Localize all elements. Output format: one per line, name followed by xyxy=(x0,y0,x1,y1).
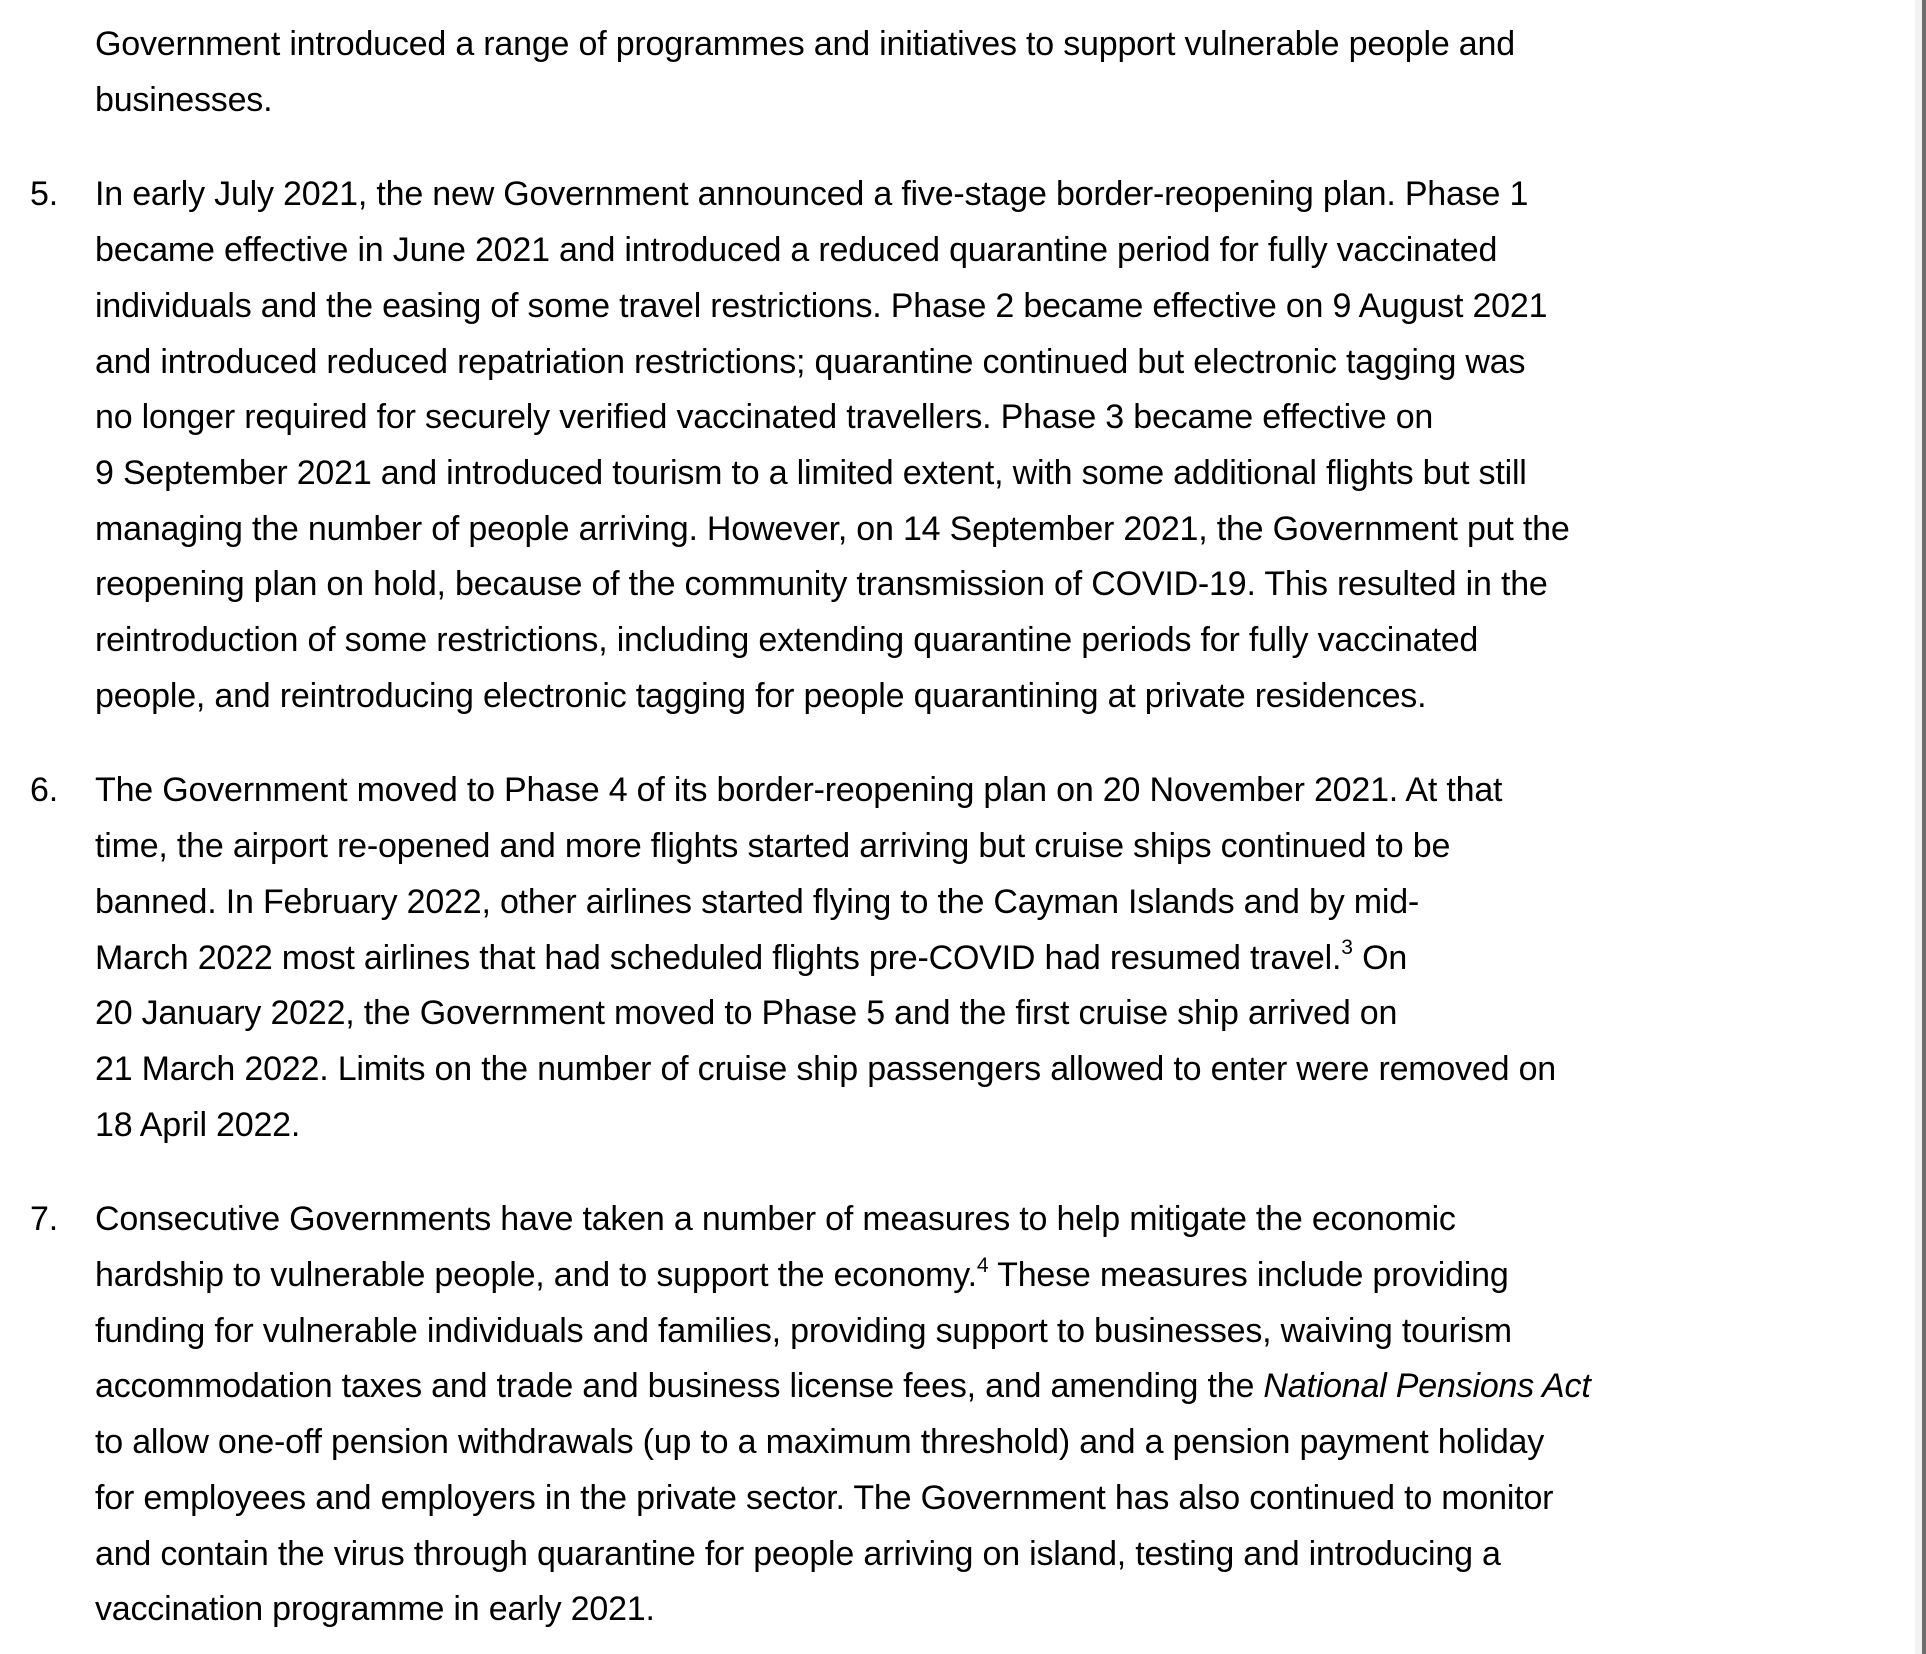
text-line: The Government moved to Phase 4 of its border-reopening plan on 20 November 2021. At that xyxy=(95,771,1503,810)
emphasized-text: National Pensions Act xyxy=(1263,1367,1591,1406)
page-right-border xyxy=(1922,0,1926,1654)
text-line: Government introduced a range of programmes and initiatives to support vulnerable people and xyxy=(95,25,1515,63)
text-line: managing the number of people arriving. However, on 14 September 2021, the Government put the xyxy=(95,509,1570,548)
text-line: funding for vulnerable individuals and families, providing support to businesses, waiving tourism xyxy=(95,1311,1512,1350)
text-line: individuals and the easing of some travel restrictions. Phase 2 became effective on 9 August 2021 xyxy=(95,286,1548,325)
text-line: vaccination programme in early 2021. xyxy=(95,1590,655,1629)
text-line: for employees and employers in the private sector. The Government has also continued to monitor xyxy=(95,1478,1554,1517)
text-line: hardship to vulnerable people, and to support the economy.$^4$ These measures include providing xyxy=(95,1253,1509,1295)
paragraph xyxy=(0,167,1886,724)
text-line: reopening plan on hold, because of the community transmission of COVID-19. This resulted in the xyxy=(95,565,1548,604)
paragraph-number: 6. xyxy=(30,771,58,810)
text-line: became effective in June 2021 and introduced a reduced quarantine period for fully vaccinated xyxy=(95,231,1498,270)
paragraph-number: 5. xyxy=(30,175,58,214)
paragraph xyxy=(0,17,1886,128)
text-line: Consecutive Governments have taken a number of measures to help mitigate the economic xyxy=(95,1200,1456,1239)
text-line: businesses. xyxy=(95,80,273,119)
document-body xyxy=(0,17,1886,1638)
text-line: banned. In February 2022, other airlines started flying to the Cayman Islands and by mid- xyxy=(95,882,1420,921)
paragraph-text xyxy=(95,763,1886,1153)
paragraph-text xyxy=(95,1192,1886,1638)
paragraph xyxy=(0,1192,1886,1638)
footnote-reference: 4 xyxy=(976,1253,989,1277)
text-line: time, the airport re-opened and more flights started arriving but cruise ships continued to be xyxy=(95,827,1451,866)
footnote-reference: 3 xyxy=(1341,936,1353,960)
text-line: 21 March 2022. Limits on the number of cruise ship passengers allowed to enter were removed on xyxy=(95,1049,1556,1088)
text-line: 18 April 2022. xyxy=(95,1105,301,1144)
paragraph-number: 7. xyxy=(30,1200,58,1239)
text-line: to allow one-off pension withdrawals (up to a maximum threshold) and a pension payment holiday xyxy=(95,1423,1545,1462)
text-line: 20 January 2022, the Government moved to Phase 5 and the first cruise ship arrived on xyxy=(95,994,1398,1033)
text-line: reintroduction of some restrictions, including extending quarantine periods for fully vaccinated xyxy=(95,621,1479,660)
paragraph-text xyxy=(95,167,1886,724)
text-line: people, and reintroducing electronic tagging for people quarantining at private residences. xyxy=(95,676,1427,715)
text-line: and contain the virus through quarantine for people arriving on island, testing and introducing a xyxy=(95,1534,1501,1573)
text-line: March 2022 most airlines that had scheduled flights pre-COVID had resumed travel.$^3$ On xyxy=(95,936,1408,977)
paragraph-text xyxy=(95,17,1886,128)
text-line: no longer required for securely verified vaccinated travellers. Phase 3 became effective on xyxy=(95,398,1434,437)
text-line: 9 September 2021 and introduced tourism to a limited extent, with some additional flights but still xyxy=(95,453,1527,492)
text-line: accommodation taxes and trade and business license fees, and amending the National Pensions Act xyxy=(95,1367,1591,1406)
text-line: In early July 2021, the new Government announced a five-stage border-reopening plan. Phase 1 xyxy=(95,175,1529,214)
text-line: and introduced reduced repatriation restrictions; quarantine continued but electronic tagging was xyxy=(95,342,1526,381)
page-edge-shadow xyxy=(1915,0,1922,1654)
paragraph xyxy=(0,763,1886,1153)
